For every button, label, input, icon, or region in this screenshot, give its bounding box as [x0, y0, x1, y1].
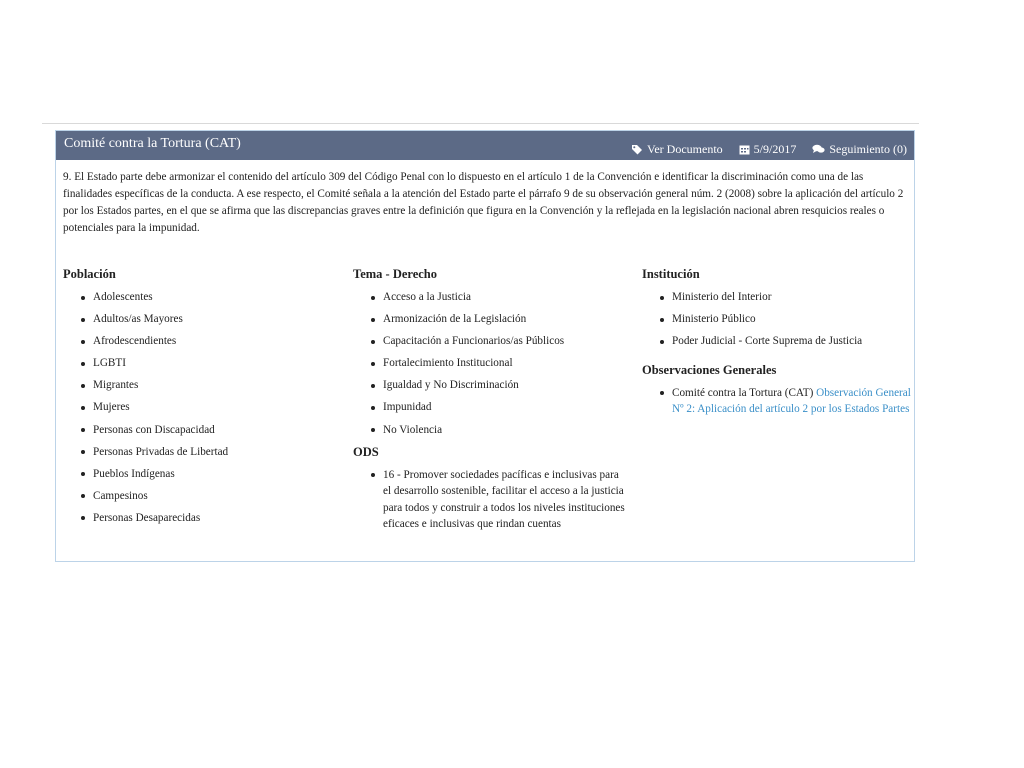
- header-actions: [631, 142, 907, 156]
- tema-list: [353, 289, 628, 438]
- list-item: Ministerio Público: [659, 311, 912, 328]
- recommendation-panel: [55, 130, 915, 562]
- list-item: Poder Judicial - Corte Suprema de Justicia: [659, 333, 912, 350]
- top-divider: [42, 123, 919, 124]
- list-item: No Violencia: [370, 422, 628, 439]
- tema-column: [353, 266, 628, 538]
- institucion-column: [642, 266, 912, 423]
- list-item: Impunidad: [370, 399, 628, 416]
- ods-list: [353, 467, 628, 533]
- date-display: [739, 142, 797, 156]
- list-item: Migrantes: [80, 377, 343, 394]
- list-item: Fortalecimiento Institucional: [370, 355, 628, 372]
- list-item: Adolescentes: [80, 289, 343, 306]
- view-document-label: Ver Documento: [647, 142, 723, 156]
- list-item: Pueblos Indígenas: [80, 466, 343, 483]
- list-item: LGBTI: [80, 355, 343, 372]
- observaciones-list: [642, 385, 912, 418]
- calendar-icon: [739, 144, 750, 155]
- list-item: Mujeres: [80, 399, 343, 416]
- ods-heading: ODS: [353, 444, 379, 459]
- list-item: Ministerio del Interior: [659, 289, 912, 306]
- list-item: Personas Privadas de Libertad: [80, 444, 343, 461]
- list-item: Armonización de la Legislación: [370, 311, 628, 328]
- panel-header: [56, 131, 914, 160]
- list-item: Personas Desaparecidas: [80, 510, 343, 527]
- list-item: [659, 385, 912, 418]
- tag-icon: [631, 144, 643, 155]
- observaciones-heading: Observaciones Generales: [642, 362, 777, 377]
- list-item: Afrodescendientes: [80, 333, 343, 350]
- institucion-list: [642, 289, 912, 350]
- panel-body: [56, 160, 914, 531]
- list-item: Campesinos: [80, 488, 343, 505]
- followup-link[interactable]: [812, 142, 907, 156]
- poblacion-column: [63, 266, 343, 532]
- poblacion-heading: Población: [63, 267, 116, 281]
- date-label: 5/9/2017: [753, 142, 797, 156]
- list-item: Personas con Discapacidad: [80, 422, 343, 439]
- list-item: Capacitación a Funcionarios/as Públicos: [370, 333, 628, 350]
- list-item: 16 - Promover sociedades pacíficas e inclusivas para el desarrollo sostenible, facilitar el acceso a la justicia para todos y construir a todos los niveles instituciones eficaces e inclusivas que rindan cuentas: [370, 467, 628, 533]
- observacion-general-link[interactable]: Observación General Nº 2: Aplicación del artículo 2 por los Estados Partes: [672, 386, 911, 416]
- observacion-committee: Comité contra la Tortura (CAT): [672, 386, 814, 399]
- panel-title: Comité contra la Tortura (CAT): [64, 136, 241, 151]
- tema-heading: Tema - Derecho: [353, 267, 438, 281]
- recommendation-text: 9. El Estado parte debe armonizar el contenido del artículo 309 del Código Penal con lo dispuesto en el artículo 1 de la Convención e identificar la discriminación como una de las finalidades específicas de la conducta. A ese respecto, el Comité señala a la atención del Estado parte el párrafo 9 de su observación general núm. 2 (2008) sobre la aplicación del artículo 2 por los Estados partes, en el que se afirma que las discrepancias graves entre la definición que figura en la Convención y la reflejada en la legislación nacional abren resquicios reales o potenciales para la impunidad.: [63, 171, 904, 234]
- followup-label: Seguimiento (0): [829, 142, 907, 156]
- list-item: Acceso a la Justicia: [370, 289, 628, 306]
- poblacion-list: [63, 289, 343, 526]
- comments-icon: [812, 144, 825, 154]
- institucion-heading: Institución: [642, 267, 700, 281]
- list-item: Adultos/as Mayores: [80, 311, 343, 328]
- view-document-link[interactable]: [631, 142, 723, 156]
- list-item: Igualdad y No Discriminación: [370, 377, 628, 394]
